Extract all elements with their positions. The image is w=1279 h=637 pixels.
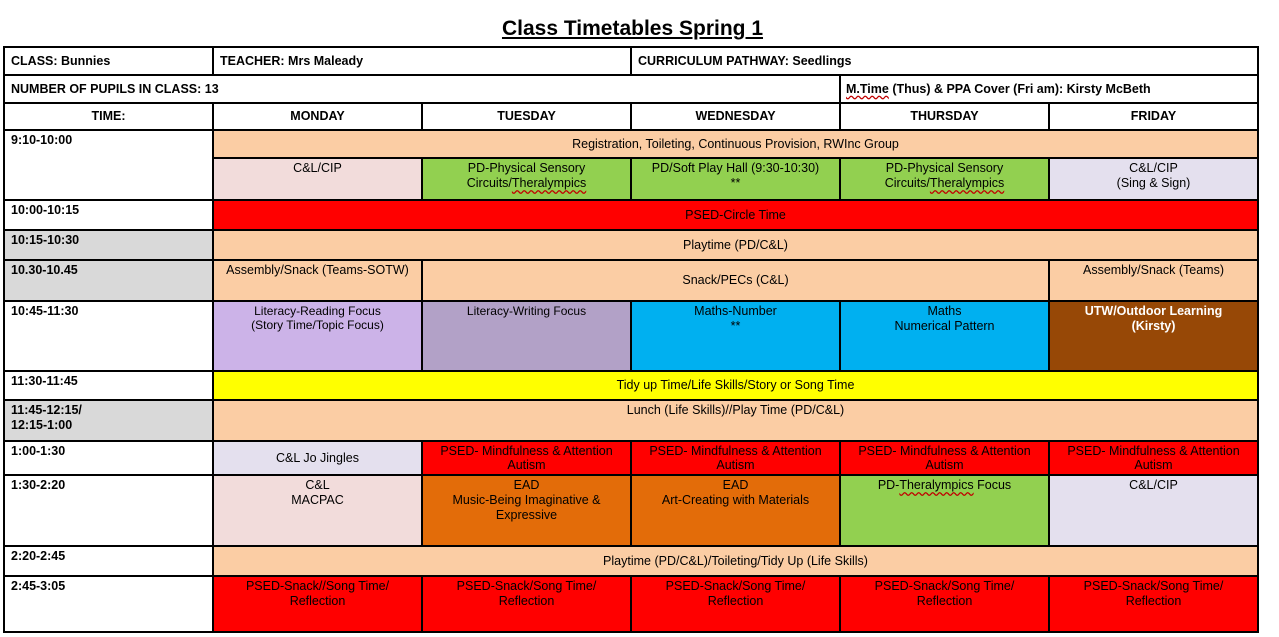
playtime-afternoon-slot: Playtime (PD/C&L)/Toileting/Tidy Up (Life Skills) [213, 546, 1258, 576]
slot-line: Circuits/ [466, 176, 512, 190]
slot-line: ** [730, 319, 741, 333]
col-tuesday: TUESDAY [422, 103, 631, 130]
slot-line: PSED- Mindfulness & Attention [649, 444, 822, 458]
circle-time-slot: PSED-Circle Time [213, 200, 1258, 230]
friday-mindfulness [1049, 441, 1258, 475]
slot-line: Autism [507, 458, 546, 472]
wednesday-ead-art [631, 475, 840, 546]
slot-line: (Kirsty) [1131, 319, 1176, 333]
friday-cl-cip [1049, 158, 1258, 200]
slot-line: PSED-Snack/Song Time/ [874, 579, 1015, 593]
thursday-theralympics [840, 475, 1049, 546]
thursday-mindfulness [840, 441, 1049, 475]
slot-line: PD/Soft Play Hall (9:30-10:30) [651, 161, 820, 175]
col-wednesday: WEDNESDAY [631, 103, 840, 130]
slot-line: (Sing & Sign) [1116, 176, 1191, 190]
row-10-30 [4, 260, 1258, 301]
slot-line: Maths-Number [694, 304, 777, 318]
row-1-30 [4, 475, 1258, 546]
time-cell: 10.30-10.45 [4, 260, 213, 301]
row-2-45 [4, 576, 1258, 632]
row-2-20 [4, 546, 1258, 576]
slot-line: C&L/CIP [1129, 161, 1178, 175]
slot-line: Maths [927, 304, 962, 318]
row-11-45 [4, 400, 1258, 441]
slot-line: PSED- Mindfulness & Attention [440, 444, 613, 458]
slot-line: PD-Physical Sensory [885, 161, 1004, 175]
snack-pecs-slot: Snack/PECs (C&L) [422, 260, 1049, 301]
col-time: TIME: [4, 103, 213, 130]
friday-assembly: Assembly/Snack (Teams) [1049, 260, 1258, 301]
monday-macpac [213, 475, 422, 546]
slot-line: Music-Being Imaginative & Expressive [452, 493, 601, 522]
friday-cl-cip-afternoon: C&L/CIP [1049, 475, 1258, 546]
column-header-row [4, 103, 1258, 130]
monday-jo-jingles: C&L Jo Jingles [213, 441, 422, 475]
slot-line: Reflection [916, 594, 973, 608]
time-cell: 10:45-11:30 [4, 301, 213, 371]
class-label: CLASS: Bunnies [4, 47, 213, 75]
slot-line: EAD [513, 478, 540, 492]
slot-line: Reflection [1125, 594, 1182, 608]
col-friday: FRIDAY [1049, 103, 1258, 130]
page-title: Class Timetables Spring 1 [501, 17, 764, 40]
slot-line: Autism [1134, 458, 1173, 472]
monday-assembly: Assembly/Snack (Teams-SOTW) [213, 260, 422, 301]
slot-line: PD- [877, 478, 900, 492]
slot-line: Art-Creating with Materials [661, 493, 810, 507]
slot-line: Theralympics [929, 176, 1005, 190]
friday-utw [1049, 301, 1258, 371]
time-line: 12:15-1:00 [11, 418, 73, 432]
slot-line: Autism [925, 458, 964, 472]
thursday-psed-snack [840, 576, 1049, 632]
time-cell: 11:30-11:45 [4, 371, 213, 400]
slot-line: PSED- Mindfulness & Attention [858, 444, 1031, 458]
time-cell: 10:00-10:15 [4, 200, 213, 230]
time-cell: 2:20-2:45 [4, 546, 213, 576]
slot-line: UTW/Outdoor Learning [1084, 304, 1223, 318]
time-cell: 1:30-2:20 [4, 475, 213, 546]
row-11-30 [4, 371, 1258, 400]
slot-line: ** [730, 176, 741, 190]
time-cell: 2:45-3:05 [4, 576, 213, 632]
thursday-pd-sensory [840, 158, 1049, 200]
tuesday-ead-music [422, 475, 631, 546]
playtime-slot: Playtime (PD/C&L) [213, 230, 1258, 260]
cover-rest: (Thus) & PPA Cover (Fri am): Kirsty McBeth [888, 81, 1151, 96]
slot-line: Literacy-Reading Focus [254, 304, 381, 318]
wednesday-mindfulness [631, 441, 840, 475]
col-monday: MONDAY [213, 103, 422, 130]
slot-line: Reflection [498, 594, 555, 608]
row-10-45 [4, 301, 1258, 371]
slot-line: PSED-Snack/Song Time/ [456, 579, 597, 593]
slot-line: PSED-Snack/Song Time/ [665, 579, 806, 593]
row-1-00 [4, 441, 1258, 475]
col-thursday: THURSDAY [840, 103, 1049, 130]
row-10-00 [4, 200, 1258, 230]
row-9-10 [4, 130, 1258, 158]
lunch-slot: Lunch (Life Skills)//Play Time (PD/C&L) [213, 400, 1258, 441]
time-cell: 9:10-10:00 [4, 130, 213, 200]
tidy-up-slot: Tidy up Time/Life Skills/Story or Song Time [213, 371, 1258, 400]
slot-line: PSED-Snack//Song Time/ [245, 579, 390, 593]
monday-cl-cip: C&L/CIP [213, 158, 422, 200]
thursday-maths [840, 301, 1049, 371]
slot-line: C&L [305, 478, 330, 492]
registration-slot: Registration, Toileting, Continuous Provision, RWInc Group [213, 130, 1258, 158]
tuesday-pd-sensory [422, 158, 631, 200]
tuesday-literacy-writing: Literacy-Writing Focus [422, 301, 631, 371]
header-row-class [4, 47, 1258, 75]
cover-prefix: M.Time [846, 81, 889, 96]
slot-line: Circuits/ [884, 176, 930, 190]
monday-psed-snack [213, 576, 422, 632]
teacher-label: TEACHER: Mrs Maleady [213, 47, 631, 75]
friday-psed-snack [1049, 576, 1258, 632]
slot-line: Theralympics [899, 478, 974, 492]
time-cell: 10:15-10:30 [4, 230, 213, 260]
slot-line: MACPAC [291, 493, 344, 507]
pupils-label: NUMBER OF PUPILS IN CLASS: 13 [4, 75, 840, 103]
slot-line: Reflection [289, 594, 346, 608]
slot-line: Focus [973, 478, 1012, 492]
monday-literacy-reading [213, 301, 422, 371]
slot-line: (Story Time/Topic Focus) [251, 318, 384, 332]
slot-line: Numerical Pattern [894, 319, 995, 333]
cover-label [840, 75, 1258, 103]
slot-line: PSED-Snack/Song Time/ [1083, 579, 1224, 593]
timetable [3, 46, 1259, 633]
row-10-15 [4, 230, 1258, 260]
tuesday-psed-snack [422, 576, 631, 632]
slot-line: PSED- Mindfulness & Attention [1067, 444, 1240, 458]
slot-line: Autism [716, 458, 755, 472]
slot-line: Reflection [707, 594, 764, 608]
curriculum-pathway-label: CURRICULUM PATHWAY: Seedlings [631, 47, 1258, 75]
time-cell: 1:00-1:30 [4, 441, 213, 475]
slot-line: EAD [722, 478, 749, 492]
wednesday-soft-play [631, 158, 840, 200]
tuesday-mindfulness [422, 441, 631, 475]
slot-line: Theralympics [511, 176, 587, 190]
wednesday-psed-snack [631, 576, 840, 632]
header-row-pupils [4, 75, 1258, 103]
wednesday-maths-number [631, 301, 840, 371]
time-line: 11:45-12:15/ [11, 403, 82, 417]
slot-line: PD-Physical Sensory [467, 161, 586, 175]
time-cell [4, 400, 213, 441]
